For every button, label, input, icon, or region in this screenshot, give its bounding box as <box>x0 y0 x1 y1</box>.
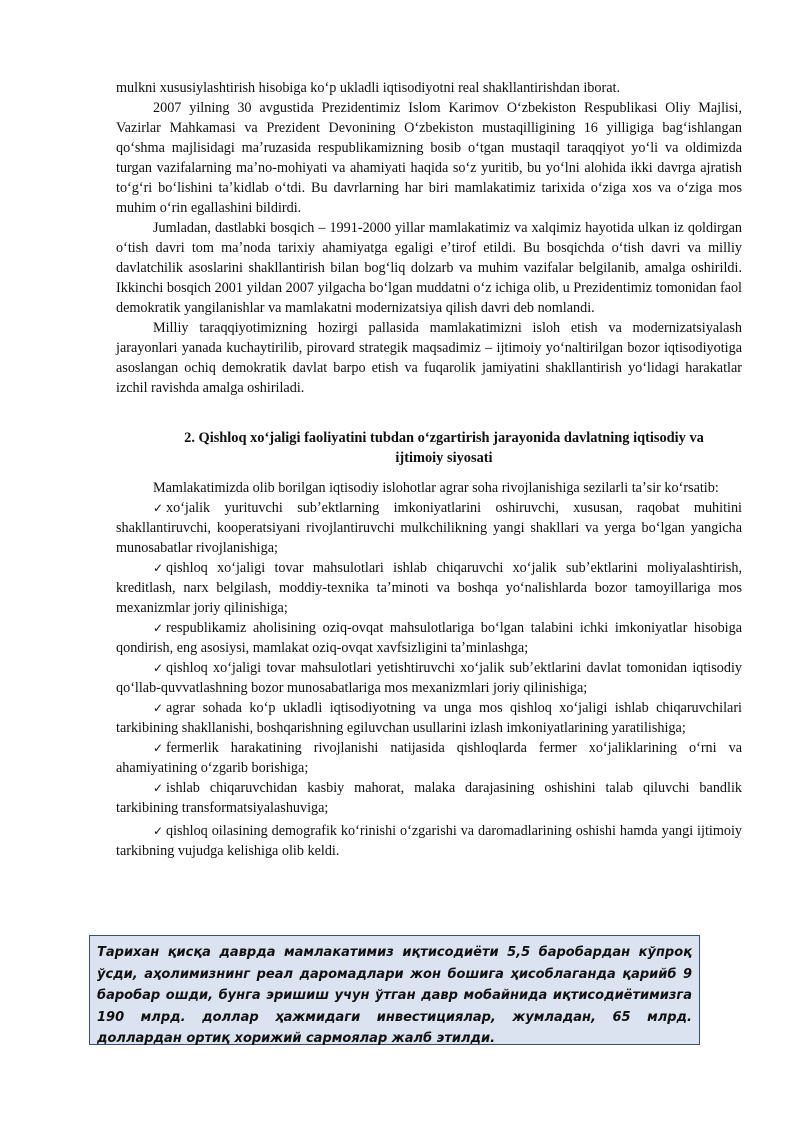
list-item-text: fermerlik harakatining rivojlanishi natijasida qishloqlarda fermer xoʻjaliklarining oʻrni va ahamiyatining oʻzgarib borishiga; <box>116 740 742 776</box>
checkmark-icon: ✓ <box>153 781 164 795</box>
list-item-text: respublikamiz aholisining oziq-ovqat mahsulotlariga boʻlgan talabini ichki imkoniyatlar hisobiga qondirish, eng asosiysi, mamlakat oziq-ovqat xavfsizligini taʼminlashga; <box>116 620 742 656</box>
list-item <box>116 821 742 861</box>
checkmark-icon: ✓ <box>153 621 164 635</box>
section-lead-paragraph: Mamlakatimizda olib borilgan iqtisodiy islohotlar agrar soha rivojlanishiga sezilarli taʼsir koʻrsatib: <box>153 480 719 496</box>
list-item-text: qishloq xoʻjaligi tovar mahsulotlari yetishtiruvchi xoʻjalik subʼektlarini davlat tomonidan iqtisodiy qoʻllab-quvvatlashning bozor munosabatlariga mos mexanizmlari joriy qilinishiga; <box>116 660 742 696</box>
paragraph-continuation: mulkni xususiylashtirish hisobiga koʻp ukladli iqtisodiyotni real shakllantirishdan iborat. <box>116 80 621 96</box>
list-item-text: qishloq xoʻjaligi tovar mahsulotlari ishlab chiqaruvchi xoʻjalik subʼektlarini moliyalashtirish, kreditlash, narx belgilash, moddiy-texnika taʼminoti va boshqa yoʻnalishlarda bozor tamoyillariga mos mexanizmlar joriy qilinishiga; <box>116 560 742 616</box>
list-item <box>116 698 742 738</box>
list-item-text: qishloq oilasining demografik koʻrinishi oʻzgarishi va daromadlarining oshishi hamda yangi ijtimoiy tarkibning vujudga kelishiga olib keldi. <box>116 823 742 859</box>
section-heading-line-2: ijtimoiy siyosati <box>395 450 493 466</box>
checkmark-icon: ✓ <box>153 661 164 675</box>
paragraph-2007-speech: 2007 yilning 30 avgustida Prezidentimiz Islom Karimov Oʻzbekiston Respublikasi Oliy Majlisi, Vazirlar Mahkamasi va Prezident Devonining Oʻzbekiston mustaqilligining 16 yilligiga bagʻishlangan qoʻshma majlisidagi maʼruzasida respublikamizning bosib oʻtgan mustaqil taraqqiyot yoʻli va oldimizda turgan vazifalarning maʼno-mohiyati va ahamiyati haqida soʻz yuritib, bu yoʻlni alohida ikki davrga ajratish toʻgʻri boʻlishini taʼkidlab oʻtdi. Bu davrlarning har biri mamlakatimiz tarixida oʻziga xos va oʻziga mos muhim oʻrin egallashini bildirdi. <box>116 100 742 216</box>
checkmark-icon: ✓ <box>153 561 164 575</box>
list-item <box>116 778 742 818</box>
paragraph-stages: Jumladan, dastlabki bosqich – 1991-2000 yillar mamlakatimiz va xalqimiz hayotida ulkan iz qoldirgan oʻtish davri tom maʼnoda tarixiy ahamiyatga egaligi eʼtirof etildi. Bu bosqichda oʻtish davri va milliy davlatchilik asoslarini shakllantirish bilan bogʻliq dolzarb va muhim vazifalar belgilanib, amalga oshirildi. Ikkinchi bosqich 2001 yildan 2007 yilgacha boʻlgan muddatni oʻz ichiga olib, u Prezidentimiz tomonidan faol demokratik yangilanishlar va mamlakatni modernizatsiya qilish davri deb nomlandi. <box>116 220 742 316</box>
list-item <box>116 618 742 658</box>
list-item <box>116 498 742 558</box>
document-body <box>116 78 742 861</box>
highlight-callout-box <box>89 935 700 1045</box>
paragraph-modernization: Milliy taraqqiyotimizning hozirgi pallasida mamlakatimizni isloh etish va modernizatsiyalash jarayonlari yanada kuchaytirilib, pirovard strategik maqsadimiz – ijtimoiy yoʻnaltirilgan bozor iqtisodiyotiga asoslangan ochiq demokratik davlat barpo etish va fuqarolik jamiyatini shakllantirish yoʻlidagi harakatlar izchil ravishda amalga oshiriladi. <box>116 320 742 396</box>
section-heading-line-1: 2. Qishloq xoʻjaligi faoliyatini tubdan oʻzgartirish jarayonida davlatning iqtisodiy va <box>184 430 704 446</box>
checkmark-icon: ✓ <box>153 501 164 515</box>
section-spacer <box>116 398 742 428</box>
list-item <box>116 558 742 618</box>
list-item <box>116 658 742 698</box>
list-item-text: ishlab chiqaruvchidan kasbiy mahorat, malaka darajasining oshishini talab qiluvchi bandlik tarkibining transformatsiyalashuviga; <box>116 780 742 816</box>
section-heading <box>116 428 742 468</box>
checklist <box>116 498 742 861</box>
checkmark-icon: ✓ <box>153 824 164 838</box>
checkmark-icon: ✓ <box>153 741 164 755</box>
list-item <box>116 738 742 778</box>
callout-text: Тарихан қисқа даврда мамлакатимиз иқтисодиёти 5,5 баробардан кўпроқ ўсди, аҳолимизнинг реал даромадлари жон бошига ҳисоблаганда қарийб 9 баробар ошди, бунга эришиш учун ўтган давр мобайнида иқтисодиётимизга 190 млрд. доллар ҳажмидаги инвестициялар, жумладан, 65 млрд. доллардан ортиқ хорижий сармоялар жалб этилди. <box>97 945 692 1046</box>
checkmark-icon: ✓ <box>153 701 164 715</box>
list-item-text: agrar sohada koʻp ukladli iqtisodiyotning va unga mos qishloq xoʻjaligi ishlab chiqaruvchilari tarkibining shakllanishi, boshqarishning egiluvchan usullarini izlash imkoniyatlarining yaratilishiga; <box>116 700 742 736</box>
list-item-text: xoʻjalik yurituvchi subʼektlarning imkoniyatlarini oshiruvchi, xususan, raqobat muhitini shakllantiruvchi, kooperatsiyani rivojlantiruvchi mulkchilikning yangi shakllari va yerga boʻlgan yangicha munosabatlar rivojlanishiga; <box>116 500 742 556</box>
